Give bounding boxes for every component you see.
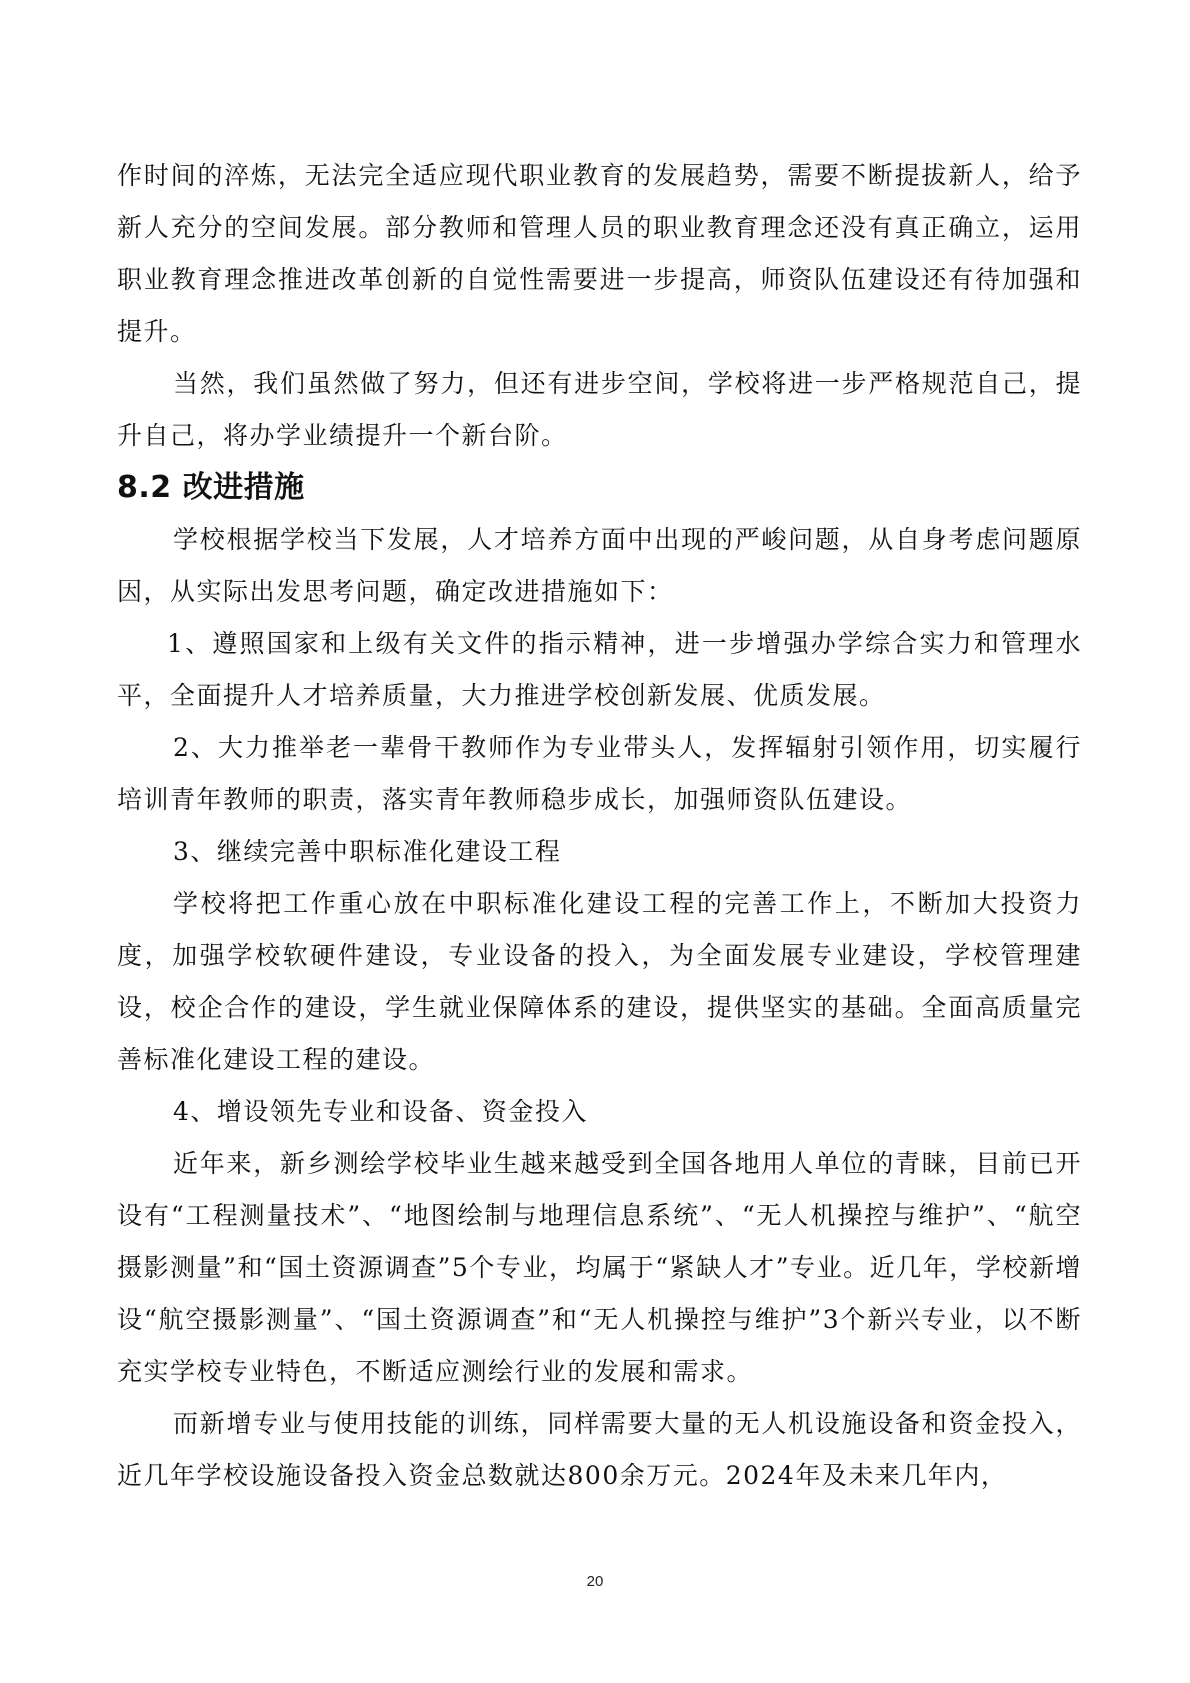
paragraph-standardization: 学校将把工作重心放在中职标准化建设工程的完善工作上，不断加大投资力度，加强学校软硬件建设，专业设备的投入，为全面发展专业建设，学校管理建设，校企合作的建设，学生就业保障体系的建设，提供坚实的基础。全面高质量完善标准化建设工程的建设。 xyxy=(117,889,1082,1074)
paragraph-majors: 近年来，新乡测绘学校毕业生越来越受到全国各地用人单位的青睐，目前已开设有“工程测量技术”、“地图绘制与地理信息系统”、“无人机操控与维护”、“航空摄影测量”和“国土资源调查”5个专业，均属于“紧缺人才”专业。近几年，学校新增设“航空摄影测量”、“国土资源调查”和“无人机操控与维护”3个新兴专业，以不断充实学校专业特色，不断适应测绘行业的发展和需求。 xyxy=(117,1149,1082,1386)
list-item-3-title: 3、继续完善中职标准化建设工程 xyxy=(173,837,562,866)
section-heading: 8.2 改进措施 xyxy=(117,470,305,505)
paragraph-investment: 而新增专业与使用技能的训练，同样需要大量的无人机设施设备和资金投入，近几年学校设施设备投入资金总数就达800余万元。2024年及未来几年内， xyxy=(117,1409,1082,1490)
paragraph-continued: 作时间的淬炼，无法完全适应现代职业教育的发展趋势，需要不断提拔新人，给予新人充分的空间发展。部分教师和管理人员的职业教育理念还没有真正确立，运用职业教育理念推进改革创新的自觉性需要进一步提高，师资队伍建设还有待加强和提升。 xyxy=(117,161,1082,346)
list-item-1: 1、遵照国家和上级有关文件的指示精神，进一步增强办学综合实力和管理水平，全面提升人才培养质量，大力推进学校创新发展、优质发展。 xyxy=(117,629,1082,710)
paragraph-summary: 当然，我们虽然做了努力，但还有进步空间，学校将进一步严格规范自己，提升自己，将办学业绩提升一个新台阶。 xyxy=(117,369,1082,450)
paragraph-intro: 学校根据学校当下发展，人才培养方面中出现的严峻问题，从自身考虑问题原因，从实际出发思考问题，确定改进措施如下： xyxy=(117,525,1082,606)
list-item-4-title: 4、增设领先专业和设备、资金投入 xyxy=(173,1097,588,1126)
list-item-2: 2、大力推举老一辈骨干教师作为专业带头人，发挥辐射引领作用，切实履行培训青年教师的职责，落实青年教师稳步成长，加强师资队伍建设。 xyxy=(117,733,1082,814)
page-number: 20 xyxy=(586,1573,604,1590)
document-body xyxy=(117,150,1082,1502)
